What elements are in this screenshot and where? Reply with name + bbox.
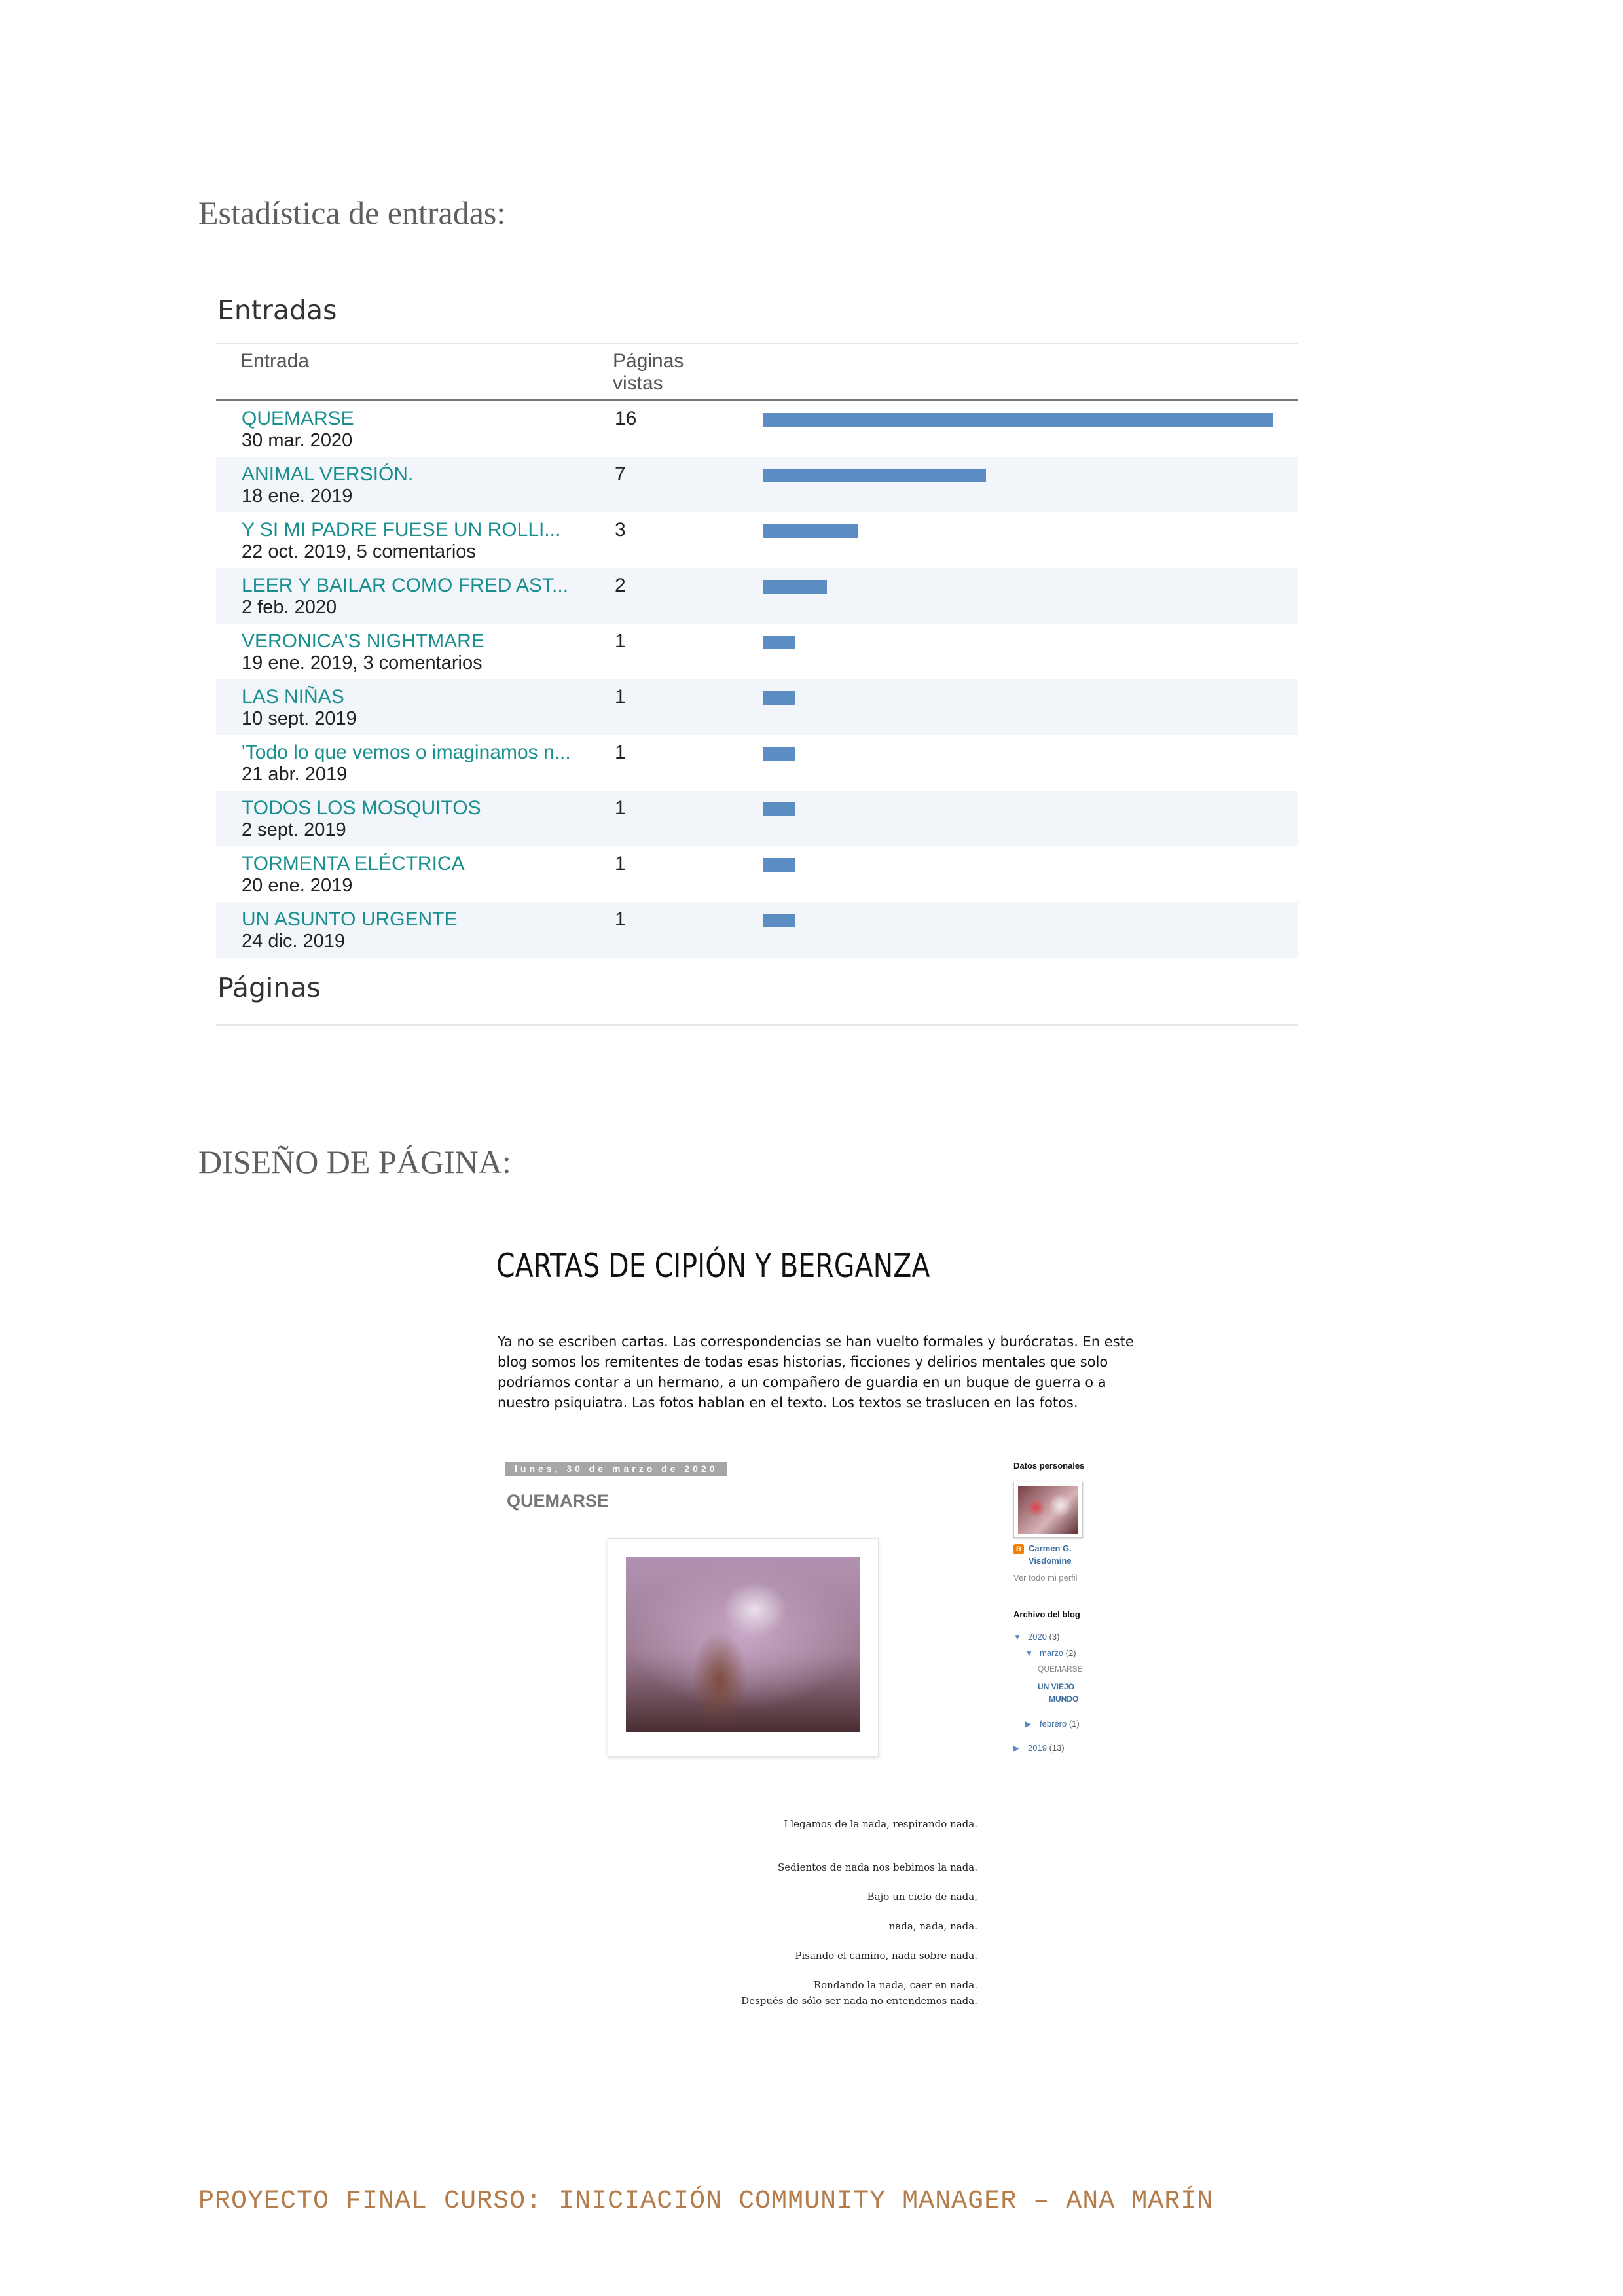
blogger-icon: B [1013,1544,1024,1554]
table-row [216,902,1298,958]
author-name-line2[interactable]: Visdomine [1029,1556,1072,1566]
triangle-down-icon[interactable]: ▼ [1025,1649,1033,1658]
views-bar [763,802,795,816]
page-views-value: 3 [615,519,626,541]
poem-line: Rondando la nada, caer en nada. [813,1979,977,1991]
post-link[interactable]: ANIMAL VERSIÓN. [242,463,414,485]
table-row [216,791,1298,846]
archive-month-febrero[interactable]: febrero (1) [1040,1719,1080,1729]
archive-year-2019[interactable]: 2019 (13) [1028,1743,1065,1753]
page-views-value: 1 [615,797,626,819]
pages-title: Páginas [217,972,321,1003]
archive-post-quemarse[interactable]: QUEMARSE [1038,1664,1083,1674]
archive-month-marzo[interactable]: marzo (2) [1040,1648,1076,1658]
post-meta: 30 mar. 2020 [242,430,353,451]
post-link[interactable]: TODOS LOS MOSQUITOS [242,797,481,819]
footer-text: PROYECTO FINAL CURSO: INICIACIÓN COMMUNITY MANAGER – ANA MARÍN [198,2187,1214,2216]
poem-line: Bajo un cielo de nada, [867,1891,977,1903]
post-link[interactable]: UN ASUNTO URGENTE [242,908,458,930]
divider [216,343,1298,344]
stats-heading: Estadística de entradas: [198,194,506,231]
post-link[interactable]: 'Todo lo que vemos o imaginamos n... [242,742,571,763]
column-header-views: Páginas vistas [613,350,684,394]
avatar-frame [1013,1482,1083,1538]
poem-line: Después de sólo ser nada no entendemos nada. [741,1995,977,2007]
archive-year-2020[interactable]: 2020 (3) [1028,1632,1060,1641]
views-bar [763,858,795,872]
post-meta: 24 dic. 2019 [242,931,346,952]
profile-link[interactable]: Ver todo mi perfil [1013,1573,1078,1583]
page-views-value: 1 [615,742,626,763]
post-link[interactable]: LAS NIÑAS [242,686,344,708]
page-views-value: 1 [615,686,626,708]
post-link[interactable]: TORMENTA ELÉCTRICA [242,853,465,874]
views-bar [763,469,986,482]
post-link[interactable]: Y SI MI PADRE FUESE UN ROLLI... [242,519,561,541]
post-meta: 20 ene. 2019 [242,875,353,896]
page-views-value: 16 [615,408,637,429]
page-views-value: 1 [615,853,626,874]
views-bar [763,914,795,927]
poem-line: nada, nada, nada. [888,1920,977,1932]
post-link[interactable]: VERONICA'S NIGHTMARE [242,630,484,652]
design-heading: DISEÑO DE PÁGINA: [198,1143,511,1180]
views-bar [763,413,1273,427]
post-meta: 2 feb. 2020 [242,597,337,618]
stats-panel [216,288,1298,1028]
post-meta: 18 ene. 2019 [242,486,353,507]
post-title[interactable]: QUEMARSE [507,1491,610,1511]
post-photo-frame [608,1538,879,1757]
poem-line: Pisando el camino, nada sobre nada. [795,1950,977,1962]
archive-post-viejo-mundo-line2[interactable]: MUNDO [1049,1695,1079,1704]
divider [216,1024,1298,1026]
table-row [216,624,1298,679]
archive-post-viejo-mundo-line1[interactable]: UN VIEJO [1038,1682,1075,1691]
blog-description: Ya no se escriben cartas. Las correspondencias se han vuelto formales y burócratas. En este blog somos los remitentes de todas esas historias, ficciones y delirios mentales que solo podríamos contar a un hermano, a un compañero de guardia en un buque de guerra o a nuestro psiquiatra. Las fotos hablan en el texto. Los textos se traslucen en las fotos. [498,1334,1134,1410]
stats-title: Entradas [217,295,337,326]
page-views-value: 1 [615,630,626,652]
column-header-entry: Entrada [240,350,310,372]
table-row [216,512,1298,568]
poem-line: Llegamos de la nada, respirando nada. [784,1818,977,1830]
post-meta: 21 abr. 2019 [242,764,348,785]
avatar[interactable] [1018,1486,1078,1534]
page-views-value: 1 [615,908,626,930]
sidebar-personal-title: Datos personales [1013,1461,1085,1471]
post-meta: 10 sept. 2019 [242,708,357,729]
views-bar [763,691,795,705]
views-bar [763,580,827,594]
page-views-value: 7 [615,463,626,485]
post-meta: 22 oct. 2019, 5 comentarios [242,541,476,562]
sidebar-archive-title: Archivo del blog [1013,1609,1080,1619]
post-date: lunes, 30 de marzo de 2020 [505,1462,727,1476]
post-photo[interactable] [626,1557,860,1732]
table-row [216,679,1298,735]
table-row [216,735,1298,791]
views-bar [763,636,795,649]
poem-line: Sedientos de nada nos bebimos la nada. [778,1861,977,1873]
table-row [216,457,1298,512]
table-row [216,401,1298,457]
post-meta: 19 ene. 2019, 3 comentarios [242,653,483,673]
triangle-right-icon[interactable]: ▶ [1013,1744,1020,1753]
triangle-down-icon[interactable]: ▼ [1013,1632,1021,1641]
stats-rows [216,401,1298,958]
triangle-right-icon[interactable]: ▶ [1025,1719,1032,1729]
table-row [216,568,1298,624]
post-link[interactable]: QUEMARSE [242,408,354,429]
table-row [216,846,1298,902]
views-bar [763,747,795,761]
post-link[interactable]: LEER Y BAILAR COMO FRED AST... [242,575,569,596]
author-name-line1[interactable]: Carmen G. [1029,1543,1072,1553]
post-meta: 2 sept. 2019 [242,819,346,840]
blog-title[interactable]: CARTAS DE CIPIÓN Y BERGANZA [496,1247,930,1285]
views-bar [763,524,858,538]
page-views-value: 2 [615,575,626,596]
